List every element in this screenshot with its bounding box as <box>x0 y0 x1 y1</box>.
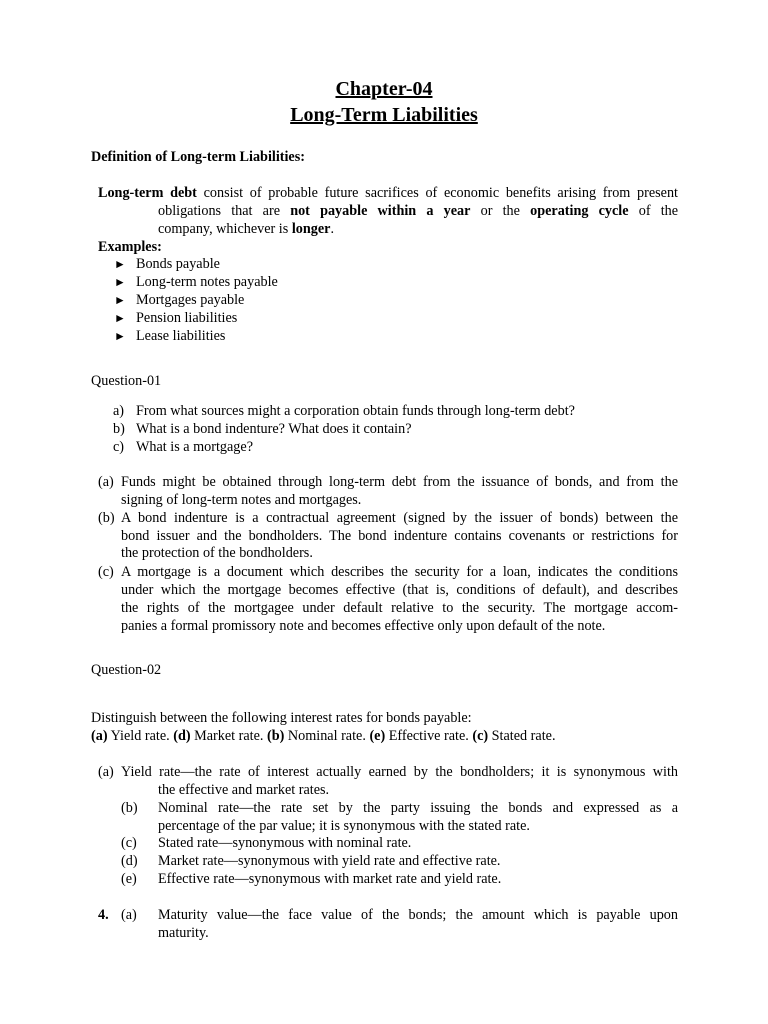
answer-02-a-marker: (a) <box>98 764 114 780</box>
answer-01-a-line-2: signing of long-term notes and mortgages. <box>121 492 362 508</box>
answer-02-a-line-1: Yield rate—the rate of interest actually earned by the bondholders; it is synonymous with <box>121 764 678 780</box>
definition-text-2b: or the <box>480 203 520 219</box>
definition-text-3a: company, whichever is <box>158 221 289 237</box>
answer-02-c-marker: (c) <box>121 835 137 851</box>
item-text: Stated rate. <box>491 728 556 744</box>
item-marker: (c) <box>472 728 489 744</box>
chapter-heading: Chapter-04 <box>335 78 433 100</box>
item-text: Market rate. <box>194 728 264 744</box>
question-01-b-text: What is a bond indenture? What does it contain? <box>136 421 412 437</box>
examples-label <box>98 239 162 257</box>
example-text: Lease liabilities <box>136 327 226 344</box>
definition-bold-3: longer <box>291 221 331 237</box>
question-01-b-marker: b) <box>113 421 125 437</box>
definition-text-1: consist of probable future sacrifices of economic benefits arising from present <box>203 185 678 201</box>
item-marker: (b) <box>266 728 285 744</box>
answer-02-b-line-2: percentage of the par value; it is synonymous with the stated rate. <box>158 818 530 834</box>
examples-list <box>114 256 278 345</box>
answer-02-a-line-2: the effective and market rates. <box>158 782 330 798</box>
answer-02-e-line-1: Effective rate—synonymous with market rate and yield rate. <box>158 871 502 887</box>
answer-01-c-marker: (c) <box>98 564 114 580</box>
triangle-bullet-icon: ► <box>114 292 126 307</box>
definition-text-2a: obligations that are <box>158 203 280 219</box>
definition-line-1 <box>98 185 678 203</box>
list-item <box>114 292 278 310</box>
question-01-c-text: What is a mortgage? <box>136 439 253 455</box>
examples-label-text: Examples: <box>98 239 162 255</box>
triangle-bullet-icon: ► <box>114 257 126 271</box>
question-02-items <box>91 728 556 746</box>
answer-01-c-line-4: panies a formal promissory note and becomes effective only upon default of the note. <box>121 618 606 634</box>
definition-term: Long-term debt <box>98 185 197 201</box>
question-02-label: Question-02 <box>91 662 162 678</box>
answer-01-c-line-1: A mortgage is a document which describes the security for a loan, indicates the conditions <box>121 564 678 580</box>
question-02-prompt: Distinguish between the following interest rates for bonds payable: <box>91 710 472 726</box>
item-marker: (d) <box>173 728 191 744</box>
answer-02-c-line-1: Stated rate—synonymous with nominal rate. <box>158 835 412 851</box>
triangle-bullet-icon: ► <box>114 310 126 325</box>
item-marker: (e) <box>369 728 386 744</box>
definition-line-2 <box>158 203 678 221</box>
item-text: Effective rate. <box>388 728 469 744</box>
list-item <box>114 310 278 328</box>
definition-line-3 <box>158 221 334 239</box>
question-01-a-text: From what sources might a corporation obtain funds through long-term debt? <box>136 403 575 419</box>
question-01-c-marker: c) <box>113 439 125 455</box>
answer-01-b-marker: (b) <box>98 510 115 526</box>
definition-text-2c: of the <box>638 203 679 219</box>
example-text: Bonds payable <box>136 256 220 272</box>
definition-heading-text: Definition of Long-term Liabilities: <box>91 149 305 165</box>
answer-02-d-line-1: Market rate—synonymous with yield rate and effective rate. <box>158 853 501 869</box>
example-text: Pension liabilities <box>136 309 238 326</box>
item-4-number-text: 4. <box>98 907 109 923</box>
triangle-bullet-icon: ► <box>114 274 126 289</box>
list-item <box>114 274 278 292</box>
item-4-number <box>98 907 109 925</box>
answer-01-c-line-3: the rights of the mortgagee under default relative to the security. The mortgage accom- <box>121 600 678 616</box>
item-4-line-2: maturity. <box>158 925 209 941</box>
answer-01-a-marker: (a) <box>98 474 114 490</box>
question-01-label: Question-01 <box>91 373 162 389</box>
definition-bold-1: not payable within a year <box>290 203 471 219</box>
page-title: Long-Term Liabilities <box>290 104 478 126</box>
answer-02-b-marker: (b) <box>121 800 138 816</box>
item-text: Nominal rate. <box>287 728 366 744</box>
question-01-a-marker: a) <box>113 403 125 419</box>
item-4-line-1: Maturity value—the face value of the bonds; the amount which is payable upon <box>158 907 678 923</box>
answer-01-b-line-1: A bond indenture is a contractual agreement (signed by the issuer of bonds) between the <box>121 510 678 526</box>
answer-02-e-marker: (e) <box>121 871 137 887</box>
item-4-marker: (a) <box>121 907 137 923</box>
definition-heading <box>91 149 305 167</box>
answer-02-b-line-1: Nominal rate—the rate set by the party issuing the bonds and expressed as a <box>158 800 678 816</box>
answer-01-b-line-3: the protection of the bondholders. <box>121 545 313 561</box>
list-item <box>114 256 278 274</box>
definition-bold-2: operating cycle <box>530 203 629 219</box>
example-text: Mortgages payable <box>136 291 245 308</box>
triangle-bullet-icon: ► <box>114 328 126 343</box>
answer-02-d-marker: (d) <box>121 853 138 869</box>
item-text: Yield rate. <box>110 728 170 744</box>
answer-01-a-line-1: Funds might be obtained through long-term debt from the issuance of bonds, and from the <box>121 474 678 490</box>
list-item <box>114 328 278 346</box>
definition-text-3b: . <box>330 221 334 237</box>
answer-01-c-line-2: under which the mortgage becomes effective (that is, conditions of default), and describes <box>121 582 678 598</box>
answer-01-b-line-2: bond issuer and the bondholders. The bond indenture contains covenants or restrictions for <box>121 528 678 544</box>
example-text: Long-term notes payable <box>136 273 278 290</box>
item-marker: (a) <box>91 728 108 744</box>
